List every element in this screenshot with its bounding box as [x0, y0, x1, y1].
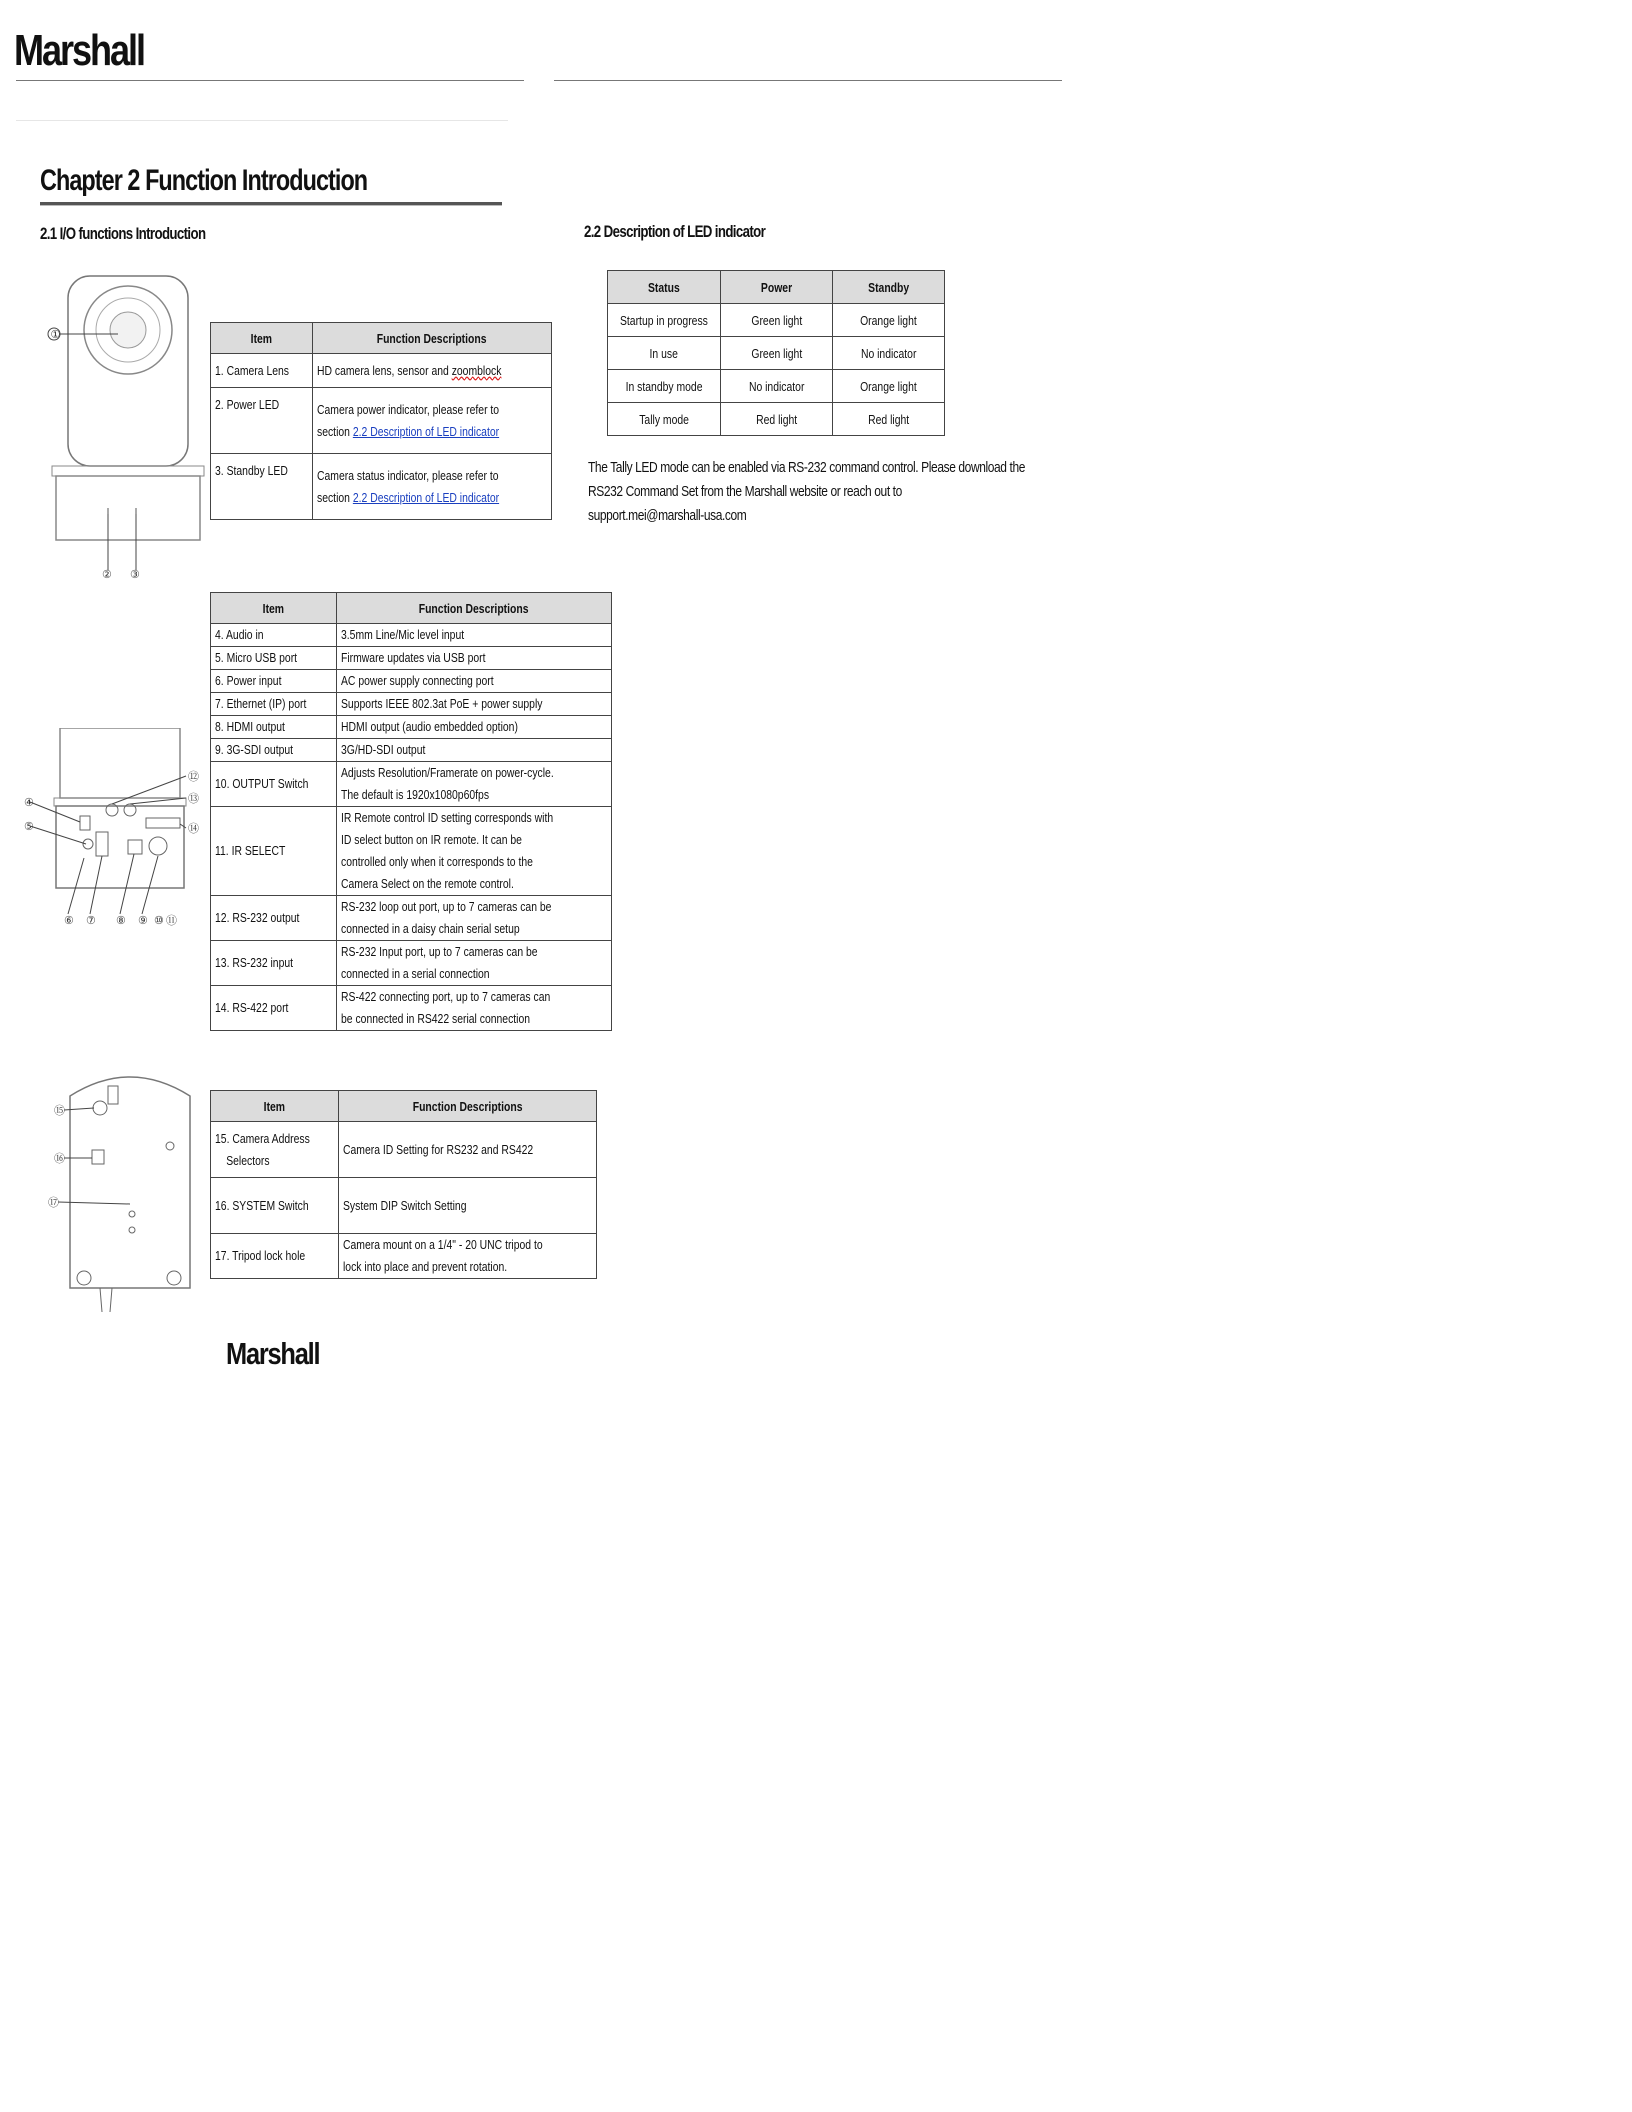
camera-rear-illustration [20, 728, 200, 938]
table-row: 16. SYSTEM Switch [211, 1178, 339, 1234]
callout-4: ④ [24, 797, 34, 809]
header-rule-right [554, 80, 1062, 81]
camera-bottom-illustration [40, 1066, 220, 1316]
led-cell: Green light [720, 304, 832, 337]
led-cell: In use [608, 337, 721, 370]
table-row: 12. RS-232 output [211, 896, 337, 941]
led-header-status: Status [608, 271, 721, 304]
table-row: Adjusts Resolution/Framerate on power-cycle. The default is 1920x1080p60fps [336, 762, 611, 807]
table-row: 7. Ethernet (IP) port [211, 693, 337, 716]
table-row [608, 304, 945, 337]
table-row: Supports IEEE 802.3at PoE + power supply [336, 693, 611, 716]
led-table [607, 270, 945, 436]
tally-note [588, 456, 1108, 528]
table-row: Camera mount on a 1/4" - 20 UNC tripod to lock into place and prevent rotation. [338, 1234, 597, 1279]
callout-3: ③ [130, 569, 140, 581]
table-row: Camera ID Setting for RS232 and RS422 [338, 1122, 597, 1178]
io-table-bottom [210, 1090, 597, 1279]
chapter-title: Chapter 2 Function Introduction [40, 164, 368, 197]
callout-12: ⑫ [188, 771, 199, 783]
led-cell: No indicator [832, 337, 944, 370]
callout-6: ⑥ [64, 915, 74, 927]
brand-logo: Marshall [14, 26, 144, 75]
support-email-link[interactable]: support.mei@marshall-usa.com [588, 507, 747, 524]
led-cell: Orange light [832, 304, 944, 337]
callout-11: ⑪ [166, 915, 177, 927]
led-cell: Tally mode [608, 403, 721, 436]
led-cell: In standby mode [608, 370, 721, 403]
table-row: AC power supply connecting port [336, 670, 611, 693]
led-cell: Startup in progress [608, 304, 721, 337]
table-row: IR Remote control ID setting corresponds with ID select button on IR remote. It can be controlled only when it corresponds to the Camera Select on the remote control. [336, 807, 611, 896]
table-row: 11. IR SELECT [211, 807, 337, 896]
table-row: 14. RS-422 port [211, 986, 337, 1031]
table-row: 15. Camera Address Selectors [211, 1122, 339, 1178]
footer-brand-logo: Marshall [226, 1336, 320, 1371]
table-header-desc: Function Descriptions [336, 593, 611, 624]
led-cell: Red light [720, 403, 832, 436]
table-row: RS-232 Input port, up to 7 cameras can be connected in a serial connection [336, 941, 611, 986]
table-header-item: Item [211, 323, 313, 354]
table-row: 3. Standby LED [211, 454, 313, 520]
callout-7: ⑦ [86, 915, 96, 927]
table-header-desc: Function Descriptions [338, 1091, 597, 1122]
table-header-desc: Function Descriptions [312, 323, 552, 354]
led-cell: Orange light [832, 370, 944, 403]
table-row: System DIP Switch Setting [338, 1178, 597, 1234]
table-row: 1. Camera Lens [211, 354, 313, 388]
table-row: HD camera lens, sensor and zoomblock [312, 354, 552, 388]
tally-note-line: RS232 Command Set from the Marshall website or reach out to [588, 483, 902, 500]
faint-rule [16, 120, 508, 121]
table-row: RS-422 connecting port, up to 7 cameras can be connected in RS422 serial connection [336, 986, 611, 1031]
callout-1: ① [50, 329, 61, 341]
table-row: 10. OUTPUT Switch [211, 762, 337, 807]
callout-8: ⑧ [116, 915, 126, 927]
tally-note-line: The Tally LED mode can be enabled via RS-232 command control. Please download the [588, 459, 1025, 476]
callout-15: ⑮ [54, 1105, 65, 1117]
table-row: 8. HDMI output [211, 716, 337, 739]
section-led-title: 2.2 Description of LED indicator [584, 222, 766, 241]
table-row: 2. Power LED [211, 388, 313, 454]
table-row: 13. RS-232 input [211, 941, 337, 986]
table-row: 3G/HD-SDI output [336, 739, 611, 762]
table-row: 3.5mm Line/Mic level input [336, 624, 611, 647]
callout-14: ⑭ [188, 823, 199, 835]
table-row: 4. Audio in [211, 624, 337, 647]
table-row: HDMI output (audio embedded option) [336, 716, 611, 739]
led-section-link[interactable]: 2.2 Description of LED indicator [352, 489, 499, 505]
header-rule-left [16, 80, 524, 81]
table-row: Camera power indicator, please refer to section 2.2 Description of LED indicator [312, 388, 552, 454]
table-row: Firmware updates via USB port [336, 647, 611, 670]
table-row [608, 403, 945, 436]
led-cell: No indicator [720, 370, 832, 403]
callout-16: ⑯ [54, 1153, 65, 1165]
led-section-link[interactable]: 2.2 Description of LED indicator [352, 423, 499, 439]
table-row: 6. Power input [211, 670, 337, 693]
callout-13: ⑬ [188, 793, 199, 805]
table-row: 17. Tripod lock hole [211, 1234, 339, 1279]
led-header-standby: Standby [832, 271, 944, 304]
section-io-title: 2.1 I/O functions Introduction [40, 224, 206, 243]
callout-10: ⑩ [154, 915, 164, 927]
chapter-rule [40, 202, 502, 206]
callout-17: ⑰ [48, 1197, 59, 1209]
table-row: 9. 3G-SDI output [211, 739, 337, 762]
table-row: RS-232 loop out port, up to 7 cameras can be connected in a daisy chain serial setup [336, 896, 611, 941]
table-row [608, 370, 945, 403]
table-header-item: Item [211, 1091, 339, 1122]
table-row: Camera status indicator, please refer to section 2.2 Description of LED indicator [312, 454, 552, 520]
callout-5: ⑤ [24, 821, 34, 833]
led-cell: Red light [832, 403, 944, 436]
camera-front-illustration [38, 268, 218, 588]
callout-2: ② [102, 569, 112, 581]
table-row [608, 337, 945, 370]
led-cell: Green light [720, 337, 832, 370]
io-table-front [210, 322, 552, 520]
led-header-power: Power [720, 271, 832, 304]
table-row: 5. Micro USB port [211, 647, 337, 670]
table-header-item: Item [211, 593, 337, 624]
callout-9: ⑨ [138, 915, 148, 927]
io-table-rear [210, 592, 612, 1031]
